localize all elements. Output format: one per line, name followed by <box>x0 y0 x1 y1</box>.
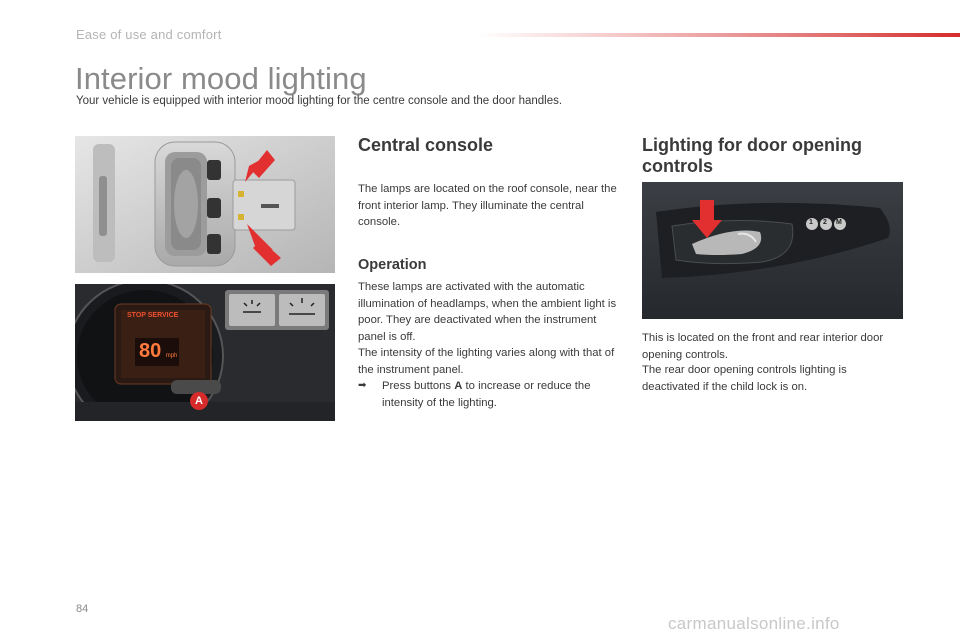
speed-unit: mph <box>165 353 178 359</box>
header-bar <box>478 33 960 37</box>
door-text-2: The rear door opening controls lighting is deactivated if the child lock is on. <box>642 364 847 393</box>
door-button-m: M <box>836 219 842 226</box>
central-console-text: The lamps are located on the roof console, near the front interior lamp. They illuminate the central console. <box>358 183 617 228</box>
section-label: Ease of use and comfort <box>76 27 222 42</box>
bullet-pre: Press buttons <box>382 380 455 392</box>
watermark: carmanualsonline.info <box>668 614 840 633</box>
bullet-button-label: A <box>454 380 463 392</box>
operation-bullet <box>358 378 620 412</box>
page-title: Interior mood lighting <box>75 61 367 96</box>
operation-text: These lamps are activated with the automatic illumination of headlamps, when the ambient light is poor. They are deactivated when the instrument panel is off. <box>358 281 617 343</box>
operation-text-2: The intensity of the lighting varies along with that of the instrument panel. <box>358 347 615 376</box>
operation-heading: Operation <box>358 257 427 273</box>
door-button-2: 2 <box>823 219 827 226</box>
instrument-cluster-image <box>75 284 335 421</box>
speed-readout <box>139 340 177 363</box>
operation-bullet-text <box>382 378 614 411</box>
central-console-heading: Central console <box>358 135 494 155</box>
door-button-1: 1 <box>809 219 813 226</box>
bullet-post: to increase or reduce the intensity of the lighting. <box>382 380 591 409</box>
callout-a: A <box>190 392 208 410</box>
speed-value: 80 <box>139 340 162 362</box>
stop-service-text: STOP SERVICE <box>127 312 179 319</box>
door-heading: Lighting for door opening controls <box>642 135 862 176</box>
bullet-arrow-icon: ➡ <box>358 380 367 391</box>
door-handle-image <box>642 182 903 319</box>
door-text: This is located on the front and rear interior door opening controls. <box>642 332 884 361</box>
page-number: 84 <box>76 603 89 615</box>
intro-text: Your vehicle is equipped with interior mood lighting for the centre console and the door handles. <box>76 95 563 107</box>
roof-console-image <box>75 136 335 273</box>
